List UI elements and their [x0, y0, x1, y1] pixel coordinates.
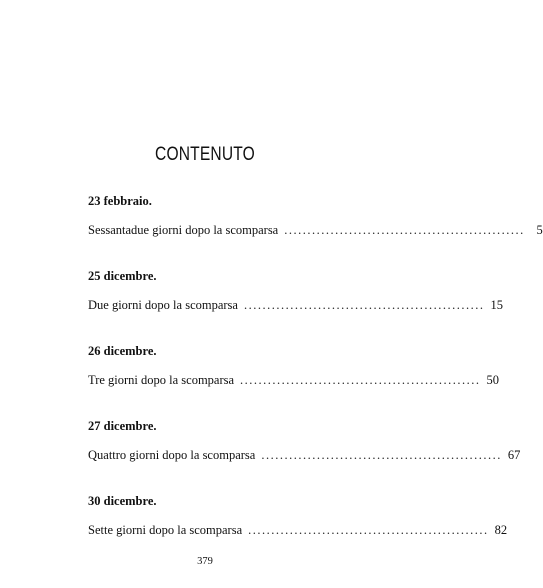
toc-entry-page: 5 — [536, 223, 543, 237]
table-of-contents — [88, 193, 543, 568]
toc-entry — [88, 222, 543, 238]
toc-section-heading: 25 dicembre. — [88, 269, 157, 283]
toc-entry-label: Tre giorni dopo la scomparsa — [88, 373, 235, 387]
toc-entry-page: 67 — [507, 448, 521, 462]
toc-entry-page: 50 — [486, 373, 500, 387]
toc-section — [88, 343, 500, 418]
toc-entry-page: 82 — [494, 523, 508, 537]
toc-section-heading: 26 dicembre. — [88, 344, 157, 358]
toc-title: CONTENUTO — [155, 144, 255, 165]
dot-leader: .................................................... — [243, 298, 485, 312]
toc-entry-label: Due giorni dopo la scomparsa — [88, 298, 238, 312]
dot-leader: .................................................... — [240, 373, 481, 387]
dot-leader: .................................................... — [261, 448, 502, 462]
toc-entry-page: 15 — [490, 298, 503, 312]
toc-section — [88, 268, 503, 343]
dot-leader: .................................................... — [284, 223, 525, 237]
toc-section-heading: 23 febbraio. — [88, 194, 152, 208]
toc-entry-label: Sessantadue giorni dopo la scomparsa — [88, 223, 279, 237]
toc-entry — [88, 372, 500, 388]
toc-entry — [88, 297, 503, 313]
toc-entry-label: Quattro giorni dopo la scomparsa — [88, 448, 256, 462]
toc-section-heading: 30 dicembre. — [88, 494, 157, 508]
toc-entry — [88, 522, 508, 538]
page-number: 379 — [197, 556, 213, 567]
toc-section-heading: 27 dicembre. — [88, 419, 157, 433]
toc-section — [88, 193, 543, 268]
toc-entry — [88, 447, 521, 463]
toc-entry-label: Sette giorni dopo la scomparsa — [88, 523, 243, 537]
toc-section — [88, 418, 521, 493]
dot-leader: .................................................... — [248, 523, 489, 537]
